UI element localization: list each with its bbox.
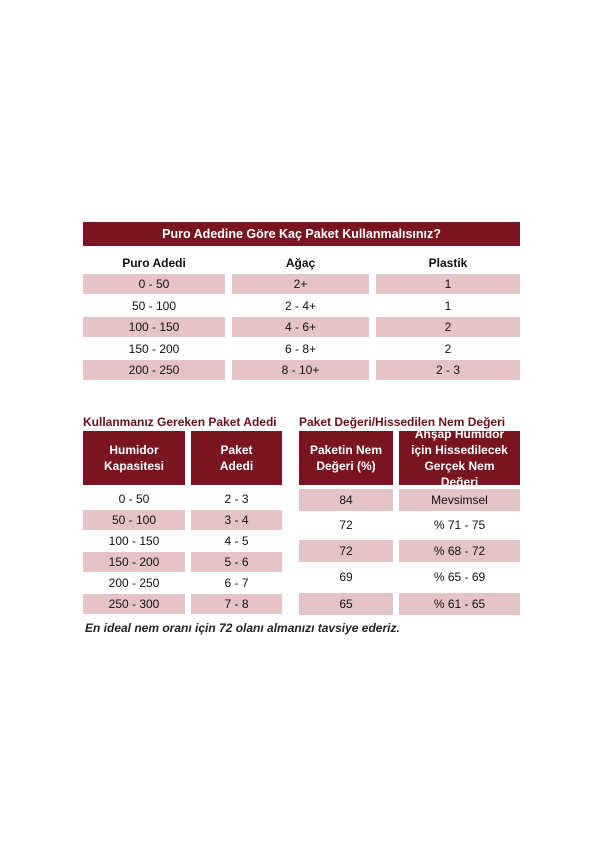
- table3-header-nem-degeri: Paketin Nem Değeri (%): [299, 431, 393, 485]
- recommendation-note: En ideal nem oranı için 72 olanı almanızı tavsiye ederiz.: [85, 621, 400, 635]
- table1-cell: 200 - 250: [83, 360, 225, 380]
- table1-cell: 2 - 4+: [284, 299, 317, 313]
- table3-cell: 69: [339, 570, 353, 584]
- table2-cell: 4 - 5: [224, 534, 249, 548]
- table1-cell: 1: [376, 274, 520, 294]
- table2-cell: 100 - 150: [108, 534, 160, 548]
- table1-header-agac: Ağaç: [285, 256, 316, 270]
- table3-cell: 72: [299, 540, 393, 562]
- table2-cell: 5 - 6: [191, 552, 282, 572]
- table2-cell: 3 - 4: [191, 510, 282, 530]
- table3-header-gercek-nem: Ahşap Humidor için Hissedilecek Gerçek Nem Değeri: [399, 431, 520, 485]
- table1-cell: 2+: [232, 274, 369, 294]
- table2-cell: 200 - 250: [108, 576, 160, 590]
- table3-cell: % 71 - 75: [433, 518, 486, 532]
- table1-cell: 1: [444, 299, 452, 313]
- table2-header-paket-adedi: Paket Adedi: [191, 431, 282, 485]
- table3-cell: Mevsimsel: [399, 489, 520, 511]
- table3-cell: 84: [299, 489, 393, 511]
- table3-cell: 72: [339, 518, 353, 532]
- table1-title: Puro Adedine Göre Kaç Paket Kullanmalısınız?: [83, 222, 520, 246]
- table3-title: Paket Değeri/Hissedilen Nem Değeri: [299, 415, 506, 429]
- table3-cell: % 68 - 72: [399, 540, 520, 562]
- table3-cell: % 61 - 65: [399, 593, 520, 615]
- table2-cell: 2 - 3: [224, 492, 249, 506]
- table2-cell: 50 - 100: [83, 510, 185, 530]
- table2-cell: 6 - 7: [224, 576, 249, 590]
- table2-title: Kullanmanız Gereken Paket Adedi: [83, 415, 277, 429]
- table3-cell: 65: [299, 593, 393, 615]
- table2-cell: 0 - 50: [118, 492, 150, 506]
- table1-cell: 2: [376, 317, 520, 337]
- table1-cell: 2: [444, 342, 452, 356]
- table1-cell: 100 - 150: [83, 317, 225, 337]
- table2-header-kapasite: Humidor Kapasitesi: [83, 431, 185, 485]
- table1-header-plastik: Plastik: [428, 256, 468, 270]
- table1-header-puro-adedi: Puro Adedi: [122, 256, 186, 270]
- table3-cell: % 65 - 69: [433, 570, 486, 584]
- table1-cell: 0 - 50: [83, 274, 225, 294]
- table1-cell: 6 - 8+: [284, 342, 317, 356]
- table2-cell: 7 - 8: [191, 594, 282, 614]
- table1-cell: 50 - 100: [131, 299, 177, 313]
- table1-cell: 8 - 10+: [232, 360, 369, 380]
- table2-cell: 150 - 200: [83, 552, 185, 572]
- table1-cell: 150 - 200: [128, 342, 180, 356]
- table1-cell: 4 - 6+: [232, 317, 369, 337]
- table1-cell: 2 - 3: [376, 360, 520, 380]
- table2-cell: 250 - 300: [83, 594, 185, 614]
